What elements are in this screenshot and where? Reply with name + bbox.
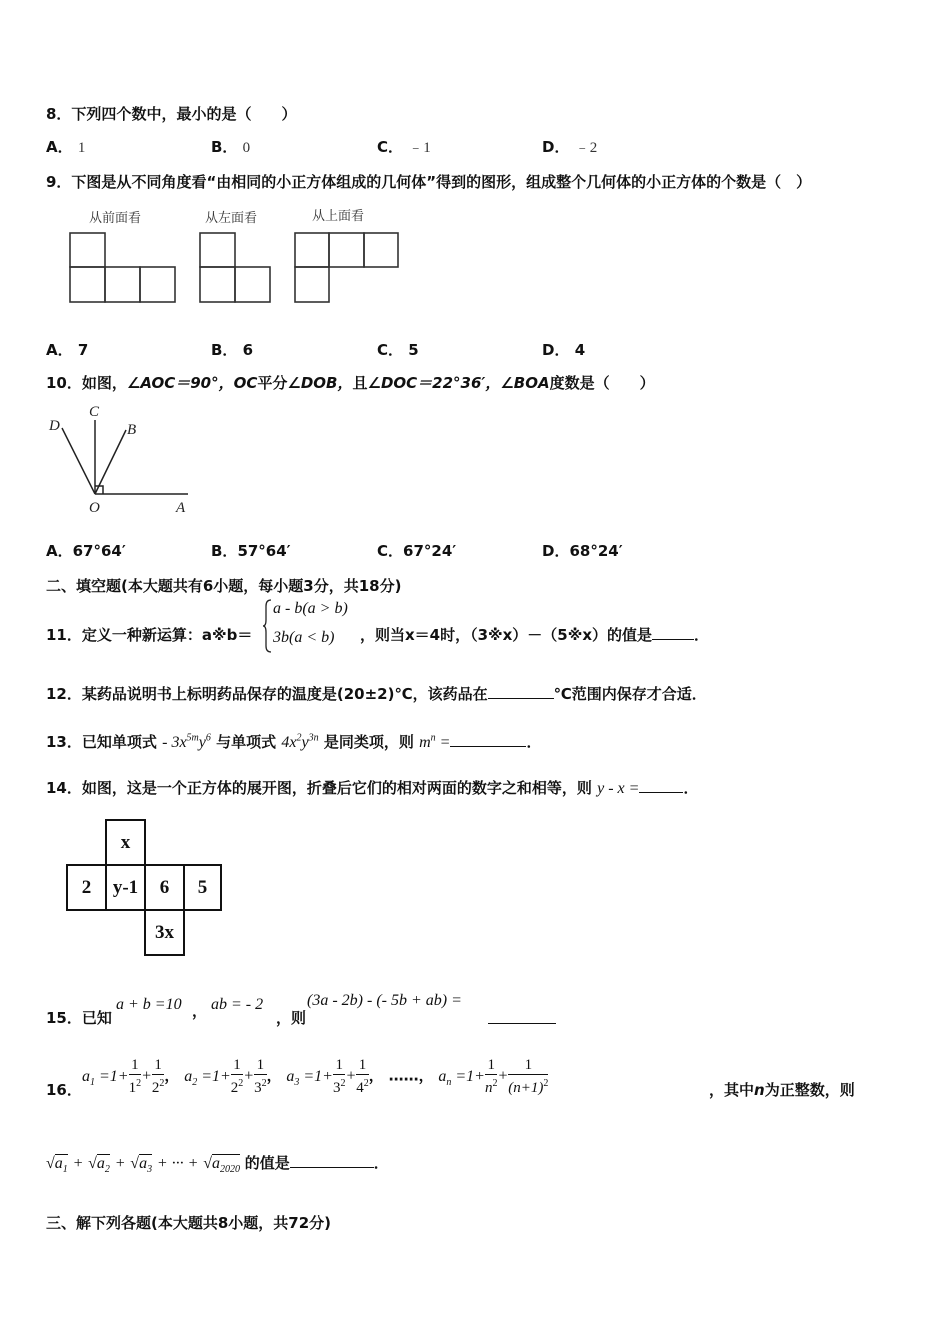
q13-expression: $m^n$ =: [419, 732, 451, 751]
q13-monomial-1: - $3x^{5m}y^6$: [162, 732, 211, 751]
view-label-top: 从上面看: [312, 209, 365, 224]
q12-stem: 12．某药品说明书上标明药品保存的温度是(20±2)℃，该药品在 ℃范围内保存才合适．: [46, 685, 707, 703]
q9-option-a: A． 7: [46, 341, 89, 359]
frac-1-over-3sq: $\frac{1}{3^2}$: [254, 1057, 267, 1096]
label-d: D: [49, 418, 60, 434]
q10-option-d: D．68°24′: [542, 542, 623, 560]
piecewise-brace: [262, 598, 272, 654]
frac-1-over-nsq: $\frac{1}{n^2}$: [484, 1057, 498, 1096]
q11-answer-blank[interactable]: [652, 625, 694, 640]
left-view-cell: [200, 233, 235, 267]
q15-expression: (3a - 2b) - (- 5b + ab) =: [307, 992, 462, 1009]
q15-condition-1: a + b =10: [116, 996, 182, 1013]
q16-number: 16．: [46, 1081, 82, 1099]
sqrt-a1: $√a_1$: [46, 1155, 68, 1176]
net-cell-row-2: y-1: [105, 864, 146, 911]
label-a: A: [176, 500, 186, 516]
q16-answer-blank[interactable]: [290, 1153, 374, 1168]
q8-stem: 8．下列四个数中，最小的是（ ）: [46, 105, 297, 123]
q9-option-d: D． 4: [542, 341, 586, 359]
q13-answer-blank[interactable]: [450, 732, 526, 747]
top-view-cell: [295, 233, 329, 267]
label-c: C: [89, 404, 100, 420]
label-b: B: [127, 422, 137, 438]
term-a3: $a_3 =1+$: [286, 1067, 333, 1088]
q10-stem: 10．如图，∠AOC＝90°，OC平分∠DOB，且∠DOC＝22°36′，∠BOA度数是（ ）: [46, 374, 655, 392]
q8-option-b: B． 0: [211, 138, 251, 156]
q9-stem: 9．下图是从不同角度看“由相同的小正方体组成的几何体”得到的图形，组成整个几何体的小正方体的个数是（ ）: [46, 173, 812, 191]
q10-option-a: A．67°64′: [46, 542, 126, 560]
q16-tail: ，其中n为正整数，则: [709, 1081, 855, 1099]
front-view-cell: [70, 233, 105, 267]
q12-answer-blank[interactable]: [488, 684, 554, 699]
q10-option-b: B．57°64′: [211, 542, 291, 560]
net-cell-row-4: 5: [183, 864, 222, 911]
angle-figure: [40, 402, 200, 520]
ellipsis: ……，: [388, 1066, 434, 1085]
frac-1-over-n1sq: $\frac{1}{(n+1)^2}$: [508, 1057, 549, 1096]
net-cell-top: x: [105, 819, 146, 866]
piecewise-case-2: 3b(a < b): [273, 629, 335, 646]
front-view-cell: [105, 267, 140, 302]
term-a2: $a_2 =1+$: [184, 1067, 231, 1088]
label-o: O: [89, 500, 100, 516]
frac-1-over-3sq-b: $\frac{1}{3^2}$: [332, 1057, 346, 1096]
term-an: $a_n =1+$: [438, 1067, 485, 1088]
q8-option-d: D． ﹣2: [542, 138, 598, 156]
ray-ob: [95, 430, 126, 494]
q11-pre: 11．定义一种新运算：a※b＝: [46, 626, 253, 644]
frac-1-over-1sq: $\frac{1}{1^2}$: [128, 1057, 142, 1096]
q15-pre: 15．已知: [46, 1009, 112, 1027]
left-view-cell: [200, 267, 235, 302]
q13-stem: 13．已知单项式 - $3x^{5m}y^6$ 与单项式 $4x^2y^{3n}$ 是同类项，则 $m^n$ = ．: [46, 732, 542, 751]
section-3-heading: 三、解下列各题(本大题共8小题，共72分): [46, 1214, 332, 1232]
top-view-cell: [295, 267, 329, 302]
q11-post: ，则当x＝4时，（3※x）－（5※x）的值是 ．: [360, 626, 710, 644]
ray-od: [62, 428, 95, 494]
net-cell-row-1: 2: [66, 864, 107, 911]
frac-1-over-2sq-b: $\frac{1}{2^2}$: [230, 1057, 244, 1096]
q14-stem: 14．如图，这是一个正方体的展开图，折叠后它们的相对两面的数字之和相等，则 y - x = ．: [46, 779, 699, 797]
top-view-cell: [329, 233, 364, 267]
left-view-cell: [235, 267, 270, 302]
term-a1: $a_1 =1+$: [82, 1067, 129, 1088]
q8-option-a: A． 1: [46, 138, 86, 156]
net-cell-bottom: 3x: [144, 909, 185, 956]
three-views-figure: [60, 226, 410, 311]
front-view-cell: [140, 267, 175, 302]
sqrt-a2020: $√a_{2020}$: [203, 1155, 240, 1176]
net-cell-row-3: 6: [144, 864, 185, 911]
section-2-heading: 二、填空题(本大题共有6小题，每小题3分，共18分): [46, 577, 402, 595]
q15-answer-blank[interactable]: [488, 1007, 556, 1024]
piecewise-case-1: a - b(a > b): [273, 600, 348, 617]
q9-option-c: C． 5: [377, 341, 419, 359]
q9-option-b: B． 6: [211, 341, 254, 359]
front-view-cell: [70, 267, 105, 302]
q16-sum-expression: $√a_1 + √a_2 + √a_3$ + ··· + $√a_{2020}$ 的值是 ．: [46, 1154, 389, 1176]
q10-option-c: C．67°24′: [377, 542, 457, 560]
view-label-left: 从左面看: [205, 211, 258, 226]
frac-1-over-2sq: $\frac{1}{2^2}$: [151, 1057, 165, 1096]
q8-option-c: C． ﹣1: [377, 138, 431, 156]
q16-formula-line: $a_1 =1+$ $\frac{1}{1^2}$ + $\frac{1}{2^2}$ ， $a_2 =1+$ $\frac{1}{2^2}$ + $\frac{1}{3^2}$ ， $a_3 =1+$ $\frac{1}{3^2}$ + $\frac{1}{4^2}$ ， ……， $a_n =1+$ $\frac{1}{n^2}$ + $\frac{1}{(n+1)^2}$: [82, 1057, 549, 1096]
top-view-cell: [364, 233, 398, 267]
q14-answer-blank[interactable]: [639, 778, 683, 793]
sqrt-a2: $√a_2$: [88, 1155, 110, 1176]
sqrt-a3: $√a_3$: [130, 1155, 153, 1176]
frac-1-over-4sq: $\frac{1}{4^2}$: [356, 1057, 369, 1096]
q15-condition-2: ab = - 2: [211, 996, 264, 1013]
q13-monomial-2: $4x^2y^{3n}$: [281, 732, 319, 751]
q15-separator: ，: [192, 1002, 208, 1020]
view-label-front: 从前面看: [89, 211, 142, 226]
q15-mid: ，则: [276, 1009, 307, 1027]
